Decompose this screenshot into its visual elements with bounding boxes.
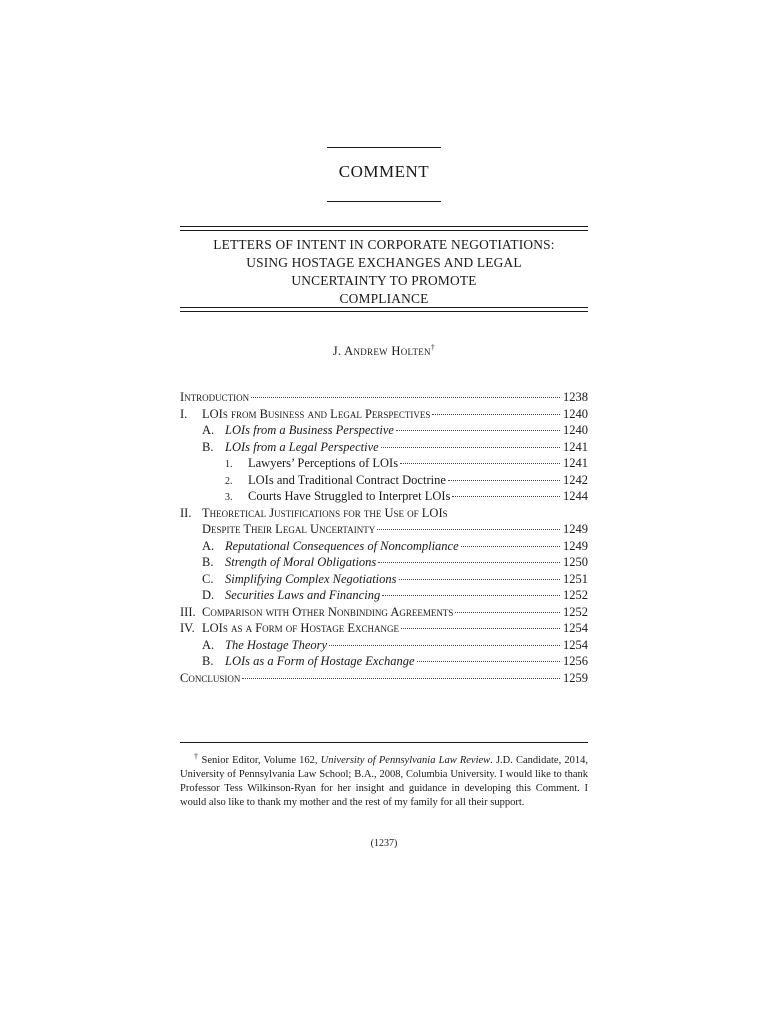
- title-rule-top-2: [180, 230, 588, 231]
- toc-page: 1241: [563, 456, 588, 470]
- toc-page: 1254: [563, 621, 588, 635]
- table-of-contents: [180, 389, 588, 686]
- toc-leader: [381, 447, 560, 448]
- toc-leader: [377, 529, 560, 530]
- title-rule-bottom-2: [180, 311, 588, 312]
- toc-leader: [455, 612, 560, 613]
- toc-leader: [378, 562, 560, 563]
- author-footnote-mark: †: [430, 343, 436, 352]
- toc-label: LOIs from a Legal Perspective: [225, 439, 379, 454]
- toc-entry-part-2c[interactable]: [180, 571, 588, 588]
- toc-entry-part-1a[interactable]: [180, 422, 588, 439]
- toc-entry-introduction[interactable]: [180, 389, 588, 406]
- toc-entry-part-2[interactable]: [180, 505, 588, 522]
- toc-number: 3.: [225, 492, 233, 503]
- toc-label: LOIs from Business and Legal Perspectives: [202, 406, 431, 421]
- toc-leader: [329, 645, 560, 646]
- title-line-2: USING HOSTAGE EXCHANGES AND LEGAL: [246, 255, 522, 270]
- footnote-text-1: Senior Editor, Volume 162,: [201, 755, 321, 766]
- toc-number: I.: [180, 406, 188, 421]
- toc-number: B.: [202, 654, 214, 668]
- toc-entry-part-2b[interactable]: [180, 554, 588, 571]
- toc-entry-part-4b[interactable]: [180, 653, 588, 670]
- toc-number: A.: [202, 423, 215, 437]
- toc-label: Conclusion: [180, 670, 241, 685]
- toc-number: 2.: [225, 475, 233, 487]
- toc-label: Strength of Moral Obligations: [225, 555, 377, 569]
- title-line-3: UNCERTAINTY TO PROMOTE: [291, 273, 477, 288]
- toc-page: 1242: [563, 472, 588, 487]
- heading-rule-top: [327, 147, 441, 148]
- toc-entry-part-1[interactable]: [180, 406, 588, 423]
- author-name: J. Andrew Holten: [332, 344, 431, 358]
- toc-entry-part-2a[interactable]: [180, 538, 588, 555]
- toc-label: Courts Have Struggled to Interpret LOIs: [248, 489, 451, 503]
- toc-leader: [396, 430, 560, 431]
- toc-leader: [417, 661, 560, 662]
- footnote-journal: University of Pennsylvania Law Review: [320, 755, 491, 766]
- toc-label: The Hostage Theory: [225, 637, 328, 652]
- title-line-1: LETTERS OF INTENT IN CORPORATE NEGOTIATIONS:: [213, 237, 555, 252]
- footnote-mark: †: [194, 752, 199, 761]
- toc-entry-part-3[interactable]: [180, 604, 588, 621]
- toc-entry-conclusion[interactable]: [180, 670, 588, 687]
- toc-leader: [400, 463, 560, 464]
- toc-entry-part-4a[interactable]: [180, 637, 588, 654]
- toc-entry-part-1b[interactable]: [180, 439, 588, 456]
- toc-label: Securities Laws and Financing: [225, 588, 381, 602]
- toc-page: 1241: [563, 439, 588, 454]
- toc-number: B.: [202, 555, 214, 569]
- toc-label: LOIs from a Business Perspective: [225, 423, 394, 437]
- toc-page: 1244: [563, 489, 588, 503]
- title-rule-bottom-1: [180, 307, 588, 308]
- article-title: [0, 236, 768, 308]
- toc-number: II.: [180, 505, 192, 520]
- toc-label: Simplifying Complex Negotiations: [225, 571, 397, 586]
- toc-entry-part-1b2[interactable]: [180, 472, 588, 489]
- toc-page: 1249: [563, 522, 588, 536]
- toc-entry-part-2-continued[interactable]: [180, 521, 588, 538]
- toc-leader: [448, 480, 560, 481]
- footnote-text-2: . J.D. Candidate, 2014, University of Pennsylvania Law School; B.A., 2008, Columbia University. I would like to thank Professor Tess Wilkinson-Ryan for her insight and guidance in developing this Comment. I would also like to thank my mother and the rest of my family for all their support.: [180, 755, 588, 808]
- toc-page: 1256: [563, 654, 588, 668]
- toc-label: LOIs and Traditional Contract Doctrine: [248, 472, 446, 487]
- toc-page: 1252: [563, 604, 588, 619]
- author-line: [0, 343, 768, 359]
- toc-number: C.: [202, 571, 214, 586]
- toc-page: 1238: [563, 390, 588, 404]
- heading-rule-bottom: [327, 201, 441, 202]
- author-footnote: [180, 750, 588, 810]
- toc-label: Despite Their Legal Uncertainty: [202, 522, 376, 536]
- section-heading: COMMENT: [338, 162, 430, 181]
- toc-page: 1240: [563, 406, 588, 421]
- toc-page: 1259: [563, 670, 588, 685]
- toc-page: 1249: [563, 538, 588, 553]
- toc-entry-part-1b1[interactable]: [180, 455, 588, 472]
- toc-page: 1251: [563, 571, 588, 586]
- toc-number: III.: [180, 604, 196, 619]
- toc-leader: [382, 595, 560, 596]
- page-number: (1237): [370, 838, 398, 849]
- toc-label: Lawyers’ Perceptions of LOIs: [248, 456, 399, 470]
- toc-page: 1254: [563, 637, 588, 652]
- toc-number: IV.: [180, 621, 195, 635]
- toc-leader: [399, 579, 560, 580]
- toc-leader: [461, 546, 560, 547]
- toc-label: Introduction: [180, 390, 250, 404]
- toc-label: LOIs as a Form of Hostage Exchange: [225, 654, 415, 668]
- toc-label: LOIs as a Form of Hostage Exchange: [202, 621, 399, 635]
- toc-number: D.: [202, 588, 215, 602]
- toc-number: B.: [202, 439, 214, 454]
- toc-label: Comparison with Other Nonbinding Agreements: [202, 604, 454, 619]
- toc-leader: [401, 628, 560, 629]
- title-line-4: COMPLIANCE: [339, 291, 429, 306]
- toc-leader: [242, 678, 560, 679]
- footnote-rule: [180, 742, 588, 743]
- toc-entry-part-2d[interactable]: [180, 587, 588, 604]
- toc-entry-part-1b3[interactable]: [180, 488, 588, 505]
- toc-page: 1250: [563, 555, 588, 569]
- toc-number: 1.: [225, 459, 233, 470]
- toc-number: A.: [202, 637, 215, 652]
- toc-leader: [251, 397, 560, 398]
- toc-label: Theoretical Justifications for the Use of LOIs: [202, 505, 448, 520]
- toc-label: Reputational Consequences of Noncompliance: [225, 538, 459, 553]
- toc-page: 1240: [563, 423, 588, 437]
- title-rule-top-1: [180, 226, 588, 227]
- toc-page: 1252: [563, 588, 588, 602]
- toc-leader: [432, 414, 560, 415]
- toc-entry-part-4[interactable]: [180, 620, 588, 637]
- toc-leader: [452, 496, 560, 497]
- toc-number: A.: [202, 538, 215, 553]
